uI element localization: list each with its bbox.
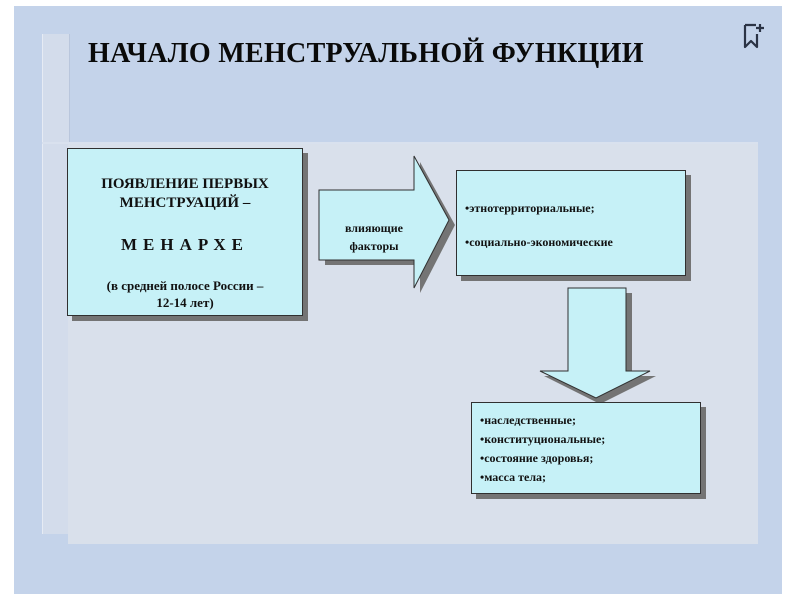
factor-item: •этнотерриториальные; — [465, 201, 595, 215]
menarche-note-line1: (в средней полосе России – — [106, 278, 264, 293]
slide-title: НАЧАЛО МЕНСТРУАЛЬНОЙ ФУНКЦИИ — [88, 38, 644, 69]
menarche-heading — [68, 175, 302, 213]
hereditary-item: •масса тела; — [480, 470, 547, 484]
hereditary-item: •конституциональные; — [480, 432, 606, 446]
menarche-heading-line2: МЕНСТРУАЦИЙ – — [119, 195, 251, 211]
arrow-label-line2: факторы — [349, 239, 399, 253]
arrow-label-line1: влияющие — [344, 221, 403, 235]
menarche-term: МЕНАРХЕ — [121, 235, 249, 254]
arrow-label — [330, 219, 418, 255]
menarche-box — [67, 148, 303, 316]
menarche-note-line2: 12-14 лет) — [156, 295, 214, 310]
factor-item: •социально-экономические — [465, 235, 613, 249]
menarche-heading-line1: ПОЯВЛЕНИЕ ПЕРВЫХ — [101, 176, 269, 192]
factors-box — [456, 170, 686, 276]
hereditary-box — [471, 402, 701, 494]
hereditary-item: •состояние здоровья; — [480, 451, 594, 465]
menarche-note — [68, 277, 302, 311]
hereditary-item: •наследственные; — [480, 413, 576, 427]
